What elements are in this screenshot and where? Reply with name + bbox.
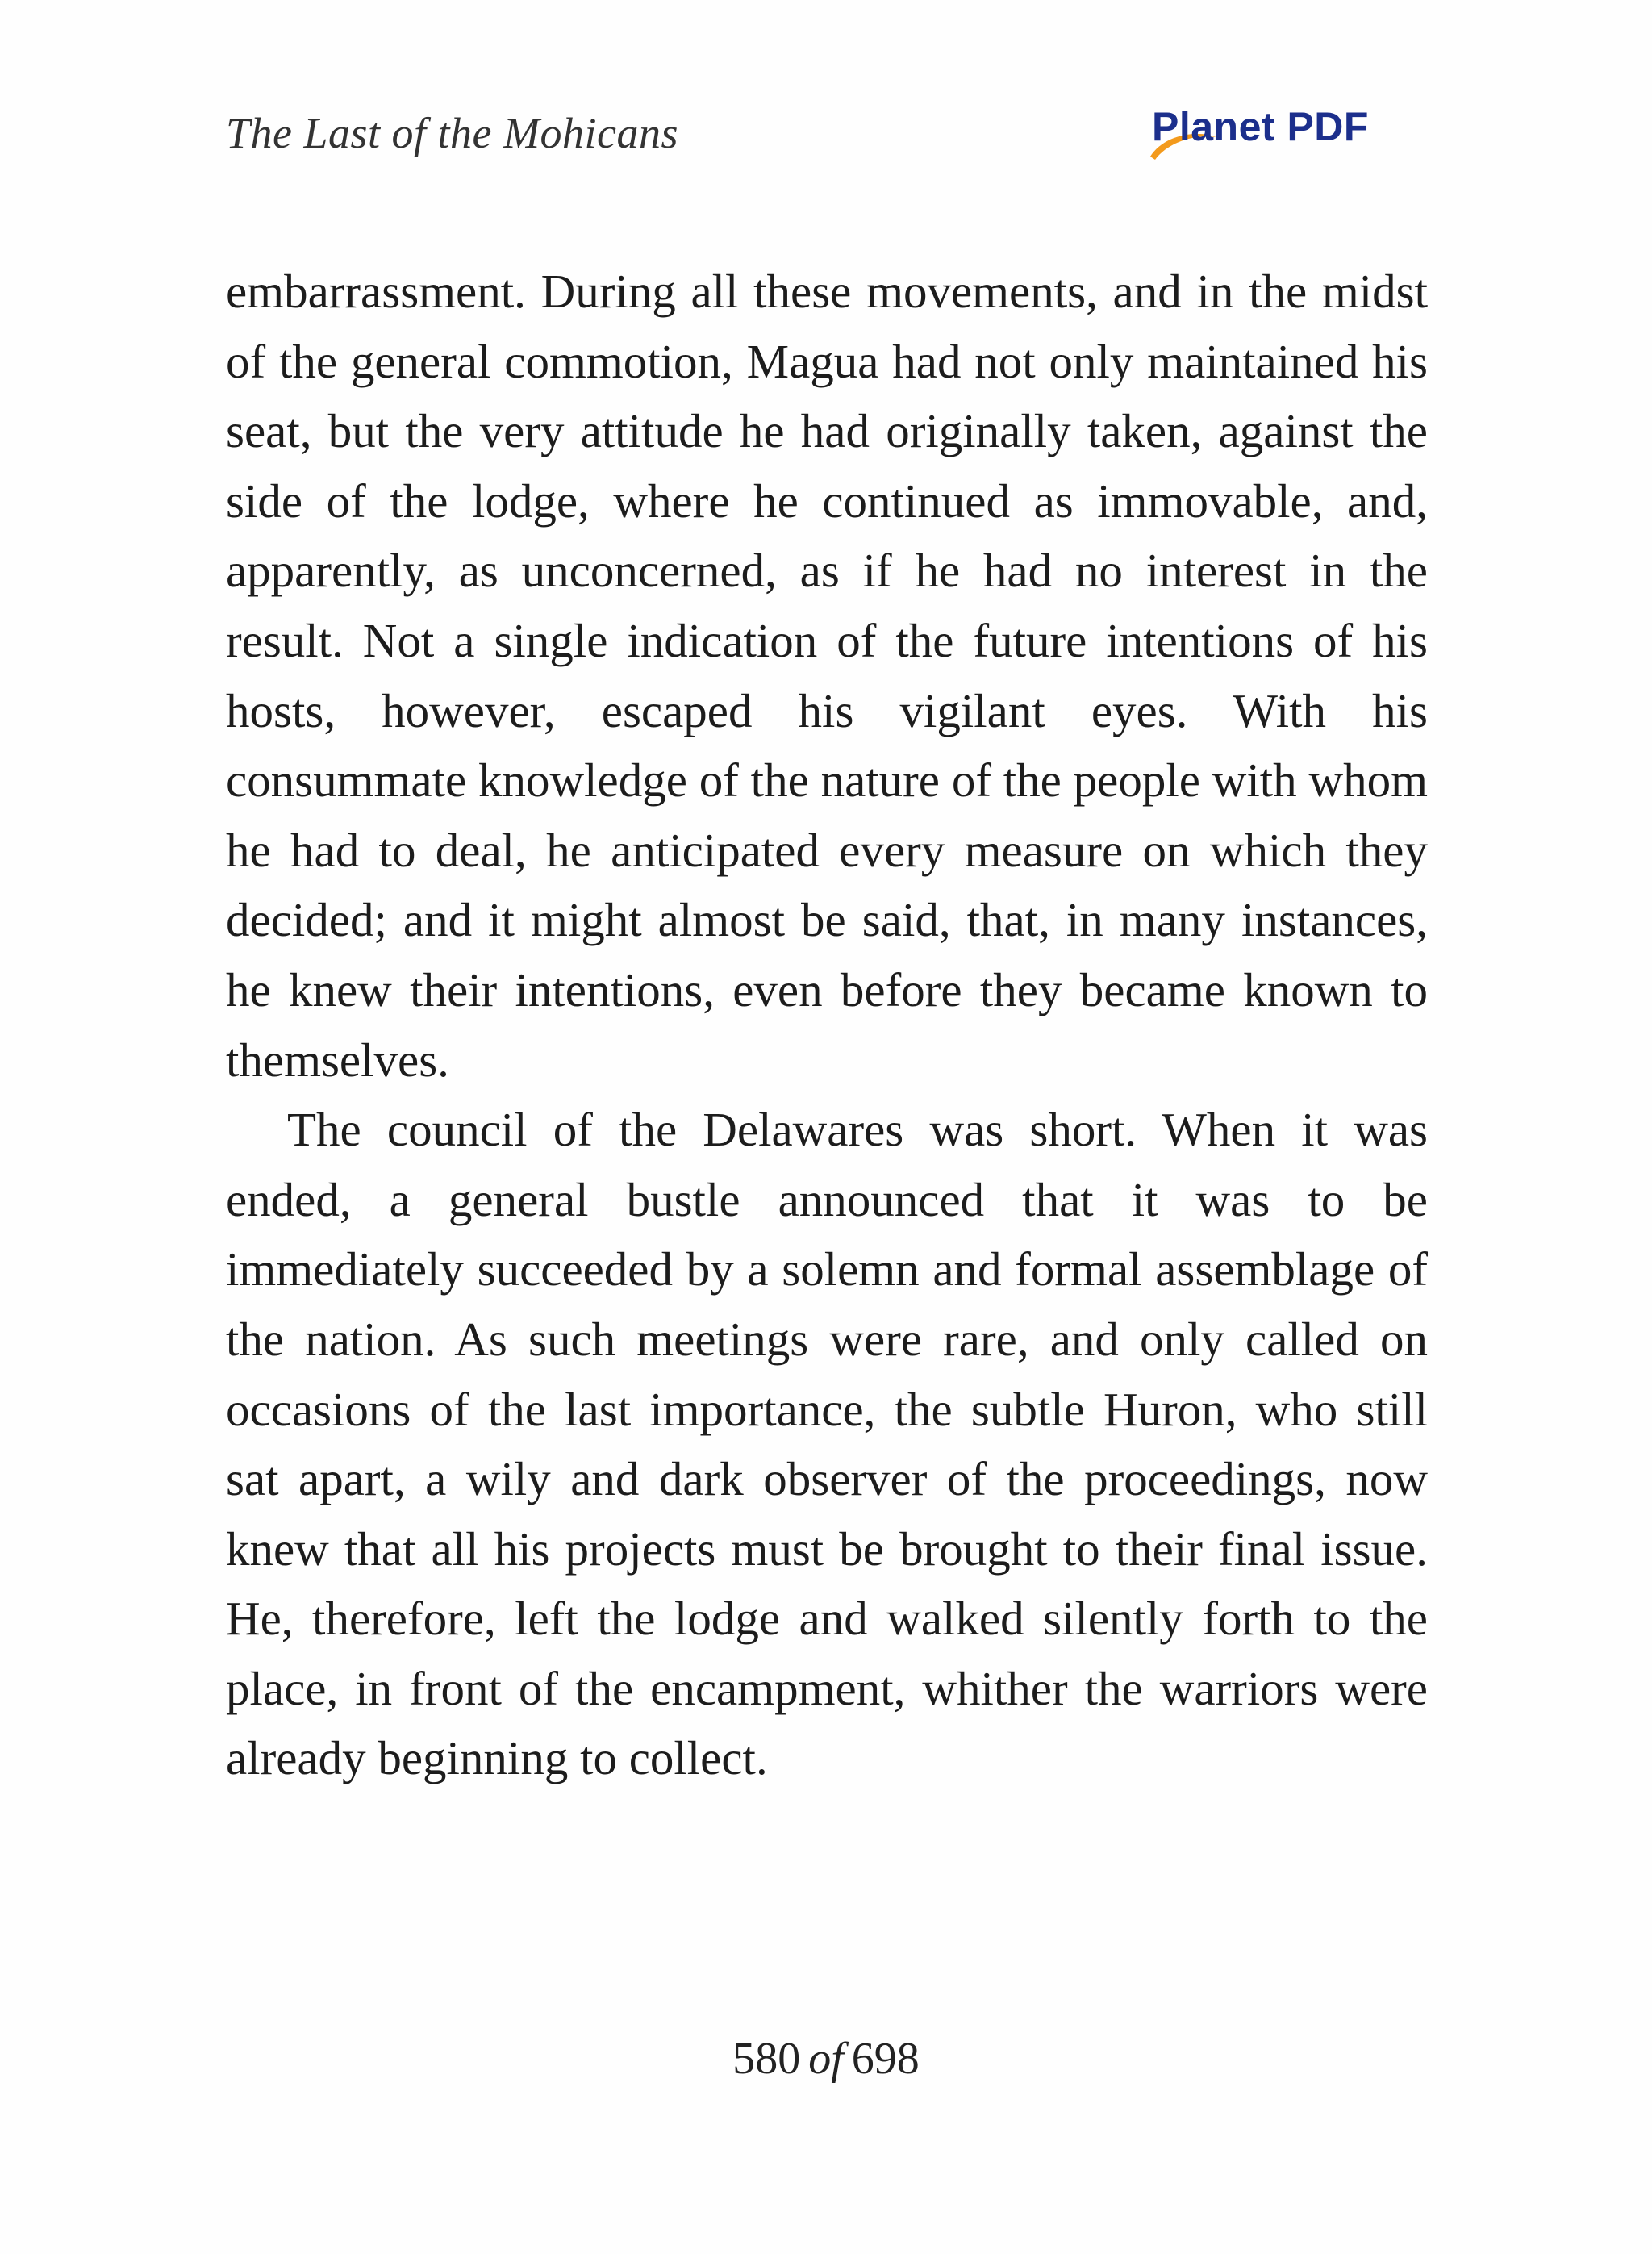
of-label: of	[808, 2034, 844, 2084]
page-number	[0, 2033, 1652, 2085]
current-page: 580	[732, 2034, 801, 2084]
paragraph-1: embarrassment. During all these movements, and in the midst of the general commotion, Magua had not only maintained his seat, but the very attitude he had originally taken, against the side of the lodge, where he continued as immovable, and, apparently, as unconcerned, as if he had no interest in the result. Not a single indication of the future intentions of his hosts, however, escaped his vigilant eyes. With his consummate knowledge of the nature of the people with whom he had to deal, he anticipated every measure on which they decided; and it might almost be said, that, in many instances, he knew their intentions, even before they became known to themselves.	[226, 265, 1428, 1087]
page-header	[226, 103, 1428, 184]
planet-pdf-logo	[1152, 103, 1418, 168]
paragraph-2: The council of the Delawares was short. When it was ended, a general bustle announced that it was to be immediately succeeded by a solemn and formal assemblage of the nation. As such meetings were rare, and only called on occasions of the last importance, the subtle Huron, who still sat apart, a wily and dark observer of the proceedings, now knew that all his projects must be brought to their final issue. He, therefore, left the lodge and walked silently forth to the place, in front of the encampment, whither the warriors were already beginning to collect.	[226, 1103, 1428, 1785]
body-text	[226, 257, 1428, 1793]
logo-text: Planet PDF	[1152, 104, 1369, 149]
book-title: The Last of the Mohicans	[226, 109, 678, 157]
total-pages: 698	[851, 2034, 920, 2084]
